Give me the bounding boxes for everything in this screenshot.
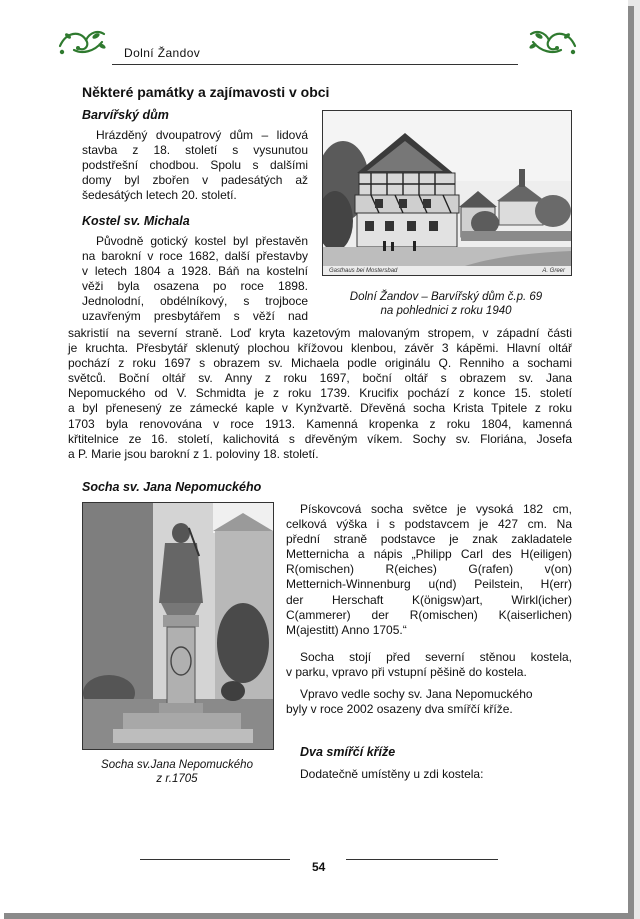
- text-line: C(ammerer) der R(omischen) K(aiserlichen): [286, 607, 572, 622]
- house-postcard-image: [323, 111, 571, 275]
- caption-barvirsky-dum: [322, 290, 570, 318]
- text-line: Pískovcová socha světce je vysoká 182 cm,: [300, 502, 572, 516]
- heading-kostel-sv-michala: Kostel sv. Michala: [82, 214, 190, 228]
- text-line: uzavřeným presbytářem s věží nad: [82, 309, 308, 324]
- text-line: 1703 byla renovována v roce 1913. Kamenná kropenka z roku 1804, kamenná: [68, 416, 572, 431]
- text-line: pochází z roku 1697 s obrazem sv. Michaela podle originálu Q. Renniho a sochami: [68, 356, 572, 371]
- heading-dva-smirci-krize: Dva smířčí kříže: [300, 745, 396, 759]
- text-line: R(omischen) R(eiches) G(rafen) v(on): [286, 562, 572, 577]
- caption-line: z r.1705: [156, 773, 198, 785]
- running-header: Dolní Žandov: [124, 46, 201, 60]
- heading-barvirsky-dum: Barvířský dům: [82, 108, 169, 122]
- paragraph-kostel-wide: [68, 326, 572, 462]
- text-line: šedesátých letech 20. století.: [82, 188, 237, 203]
- text-line: stavba z 18. století s vysunutou: [82, 143, 308, 158]
- text-line: světců. Boční oltář sv. Anny z roku 1697, boční oltář s obrazem sv. Jana: [68, 371, 572, 386]
- text-line: Hrázděný dvoupatrový dům – lidová: [96, 128, 308, 142]
- text-line: v parku, vpravo při vstupní pěšině do kostela.: [286, 665, 527, 680]
- text-line: der Herschaft K(önigsw)art, Wirkl(icher): [286, 592, 572, 607]
- text-line: a byl přenesený ze zámecké kaple v Kynžvartě. Dřevěná socha Krista Tpitele z roku: [68, 401, 572, 416]
- page-shadow-bottom: [4, 913, 634, 919]
- caption-socha: [82, 758, 272, 786]
- text-line: Jednolodní, obdélníkový, s trojboce: [82, 294, 308, 309]
- text-line: věži byla osazena po roce 1898.: [82, 279, 308, 294]
- text-line: Socha stojí před severní stěnou kostela,: [300, 650, 572, 664]
- postcard-label-left: Gasthaus bei Mostersbad: [329, 268, 398, 274]
- socha-photo: [82, 502, 274, 750]
- text-line: na barokní v roce 1682, další přestavby: [82, 249, 308, 264]
- footer-rule-right: [346, 859, 498, 860]
- footer-rule-left: [140, 859, 290, 860]
- paragraph-socha-2: [286, 650, 572, 680]
- text-line: Původně gotický kostel byl přestavěn: [96, 234, 308, 248]
- text-line: podstřešní chodbou. Spolu s dalšími: [82, 158, 308, 173]
- caption-line: na pohlednici z roku 1940: [380, 305, 512, 317]
- text-line: Vpravo vedle sochy sv. Jana Nepomuckého: [300, 687, 533, 701]
- postcard-label-right: A. Greer: [542, 268, 565, 274]
- text-line: byly v roce 2002 osazeny dva smířčí kříže.: [286, 702, 513, 717]
- paragraph-socha-1: [286, 502, 572, 638]
- text-line: domy byl zbořen v padesátých až: [82, 173, 308, 188]
- text-line: a P. Marie jsou barokní z 1. poloviny 18. století.: [68, 446, 319, 461]
- text-line: M(ajestitt) Anno 1705.“: [286, 622, 407, 637]
- floral-ornament-right-icon: [527, 24, 579, 58]
- caption-line: Socha sv.Jana Nepomuckého: [101, 759, 253, 771]
- page-shadow-right: [628, 6, 634, 919]
- paragraph-barvirsky-dum: [82, 128, 308, 203]
- text-line: sakristií na severní straně. Loď kryta kazetovým malovaným stropem, v západní části: [68, 326, 572, 340]
- text-line: Metternicha a nápis „Philipp Carl des H(eiligen): [286, 547, 572, 562]
- paragraph-dva-smirci-krize: Dodatečně umístěny u zdi kostela:: [300, 767, 484, 781]
- text-line: v letech 1804 a 1928. Báň na kostelní: [82, 264, 308, 279]
- text-line: Nepomuckého od V. Schmidta je z roku 1739. Krucifix pochází z konce 15. století: [68, 386, 572, 401]
- header-rule: [112, 64, 518, 65]
- text-line: celková výška i s podstavcem je 427 cm. Na: [286, 517, 572, 532]
- paragraph-socha-3: [286, 687, 572, 717]
- barvirsky-dum-photo: [322, 110, 572, 276]
- text-line: přední straně podstavce je znak zakladatele: [286, 532, 572, 547]
- heading-socha-jana-nepomuckeho: Socha sv. Jana Nepomuckého: [82, 480, 262, 494]
- page-title: Některé památky a zajímavosti v obci: [82, 84, 330, 100]
- paragraph-kostel-narrow: [82, 234, 308, 325]
- text-line: křtitelnice ze 16. století, kalichovitá s dřevěným víkem. Sochy sv. Floriána, Josefa: [68, 431, 572, 446]
- caption-line: Dolní Žandov – Barvířský dům č.p. 69: [349, 291, 543, 303]
- floral-ornament-left-icon: [56, 24, 108, 58]
- text-line: je kruchta. Přesbytář sklenutý plochou křížovou klenbou, závěr 3 kápěmi. Hlavní oltář: [68, 341, 572, 356]
- text-line: Metternich-Winnenburg u(nd) Peilstein, H(err): [286, 577, 572, 592]
- statue-image: [83, 503, 273, 749]
- page-number: 54: [312, 860, 326, 874]
